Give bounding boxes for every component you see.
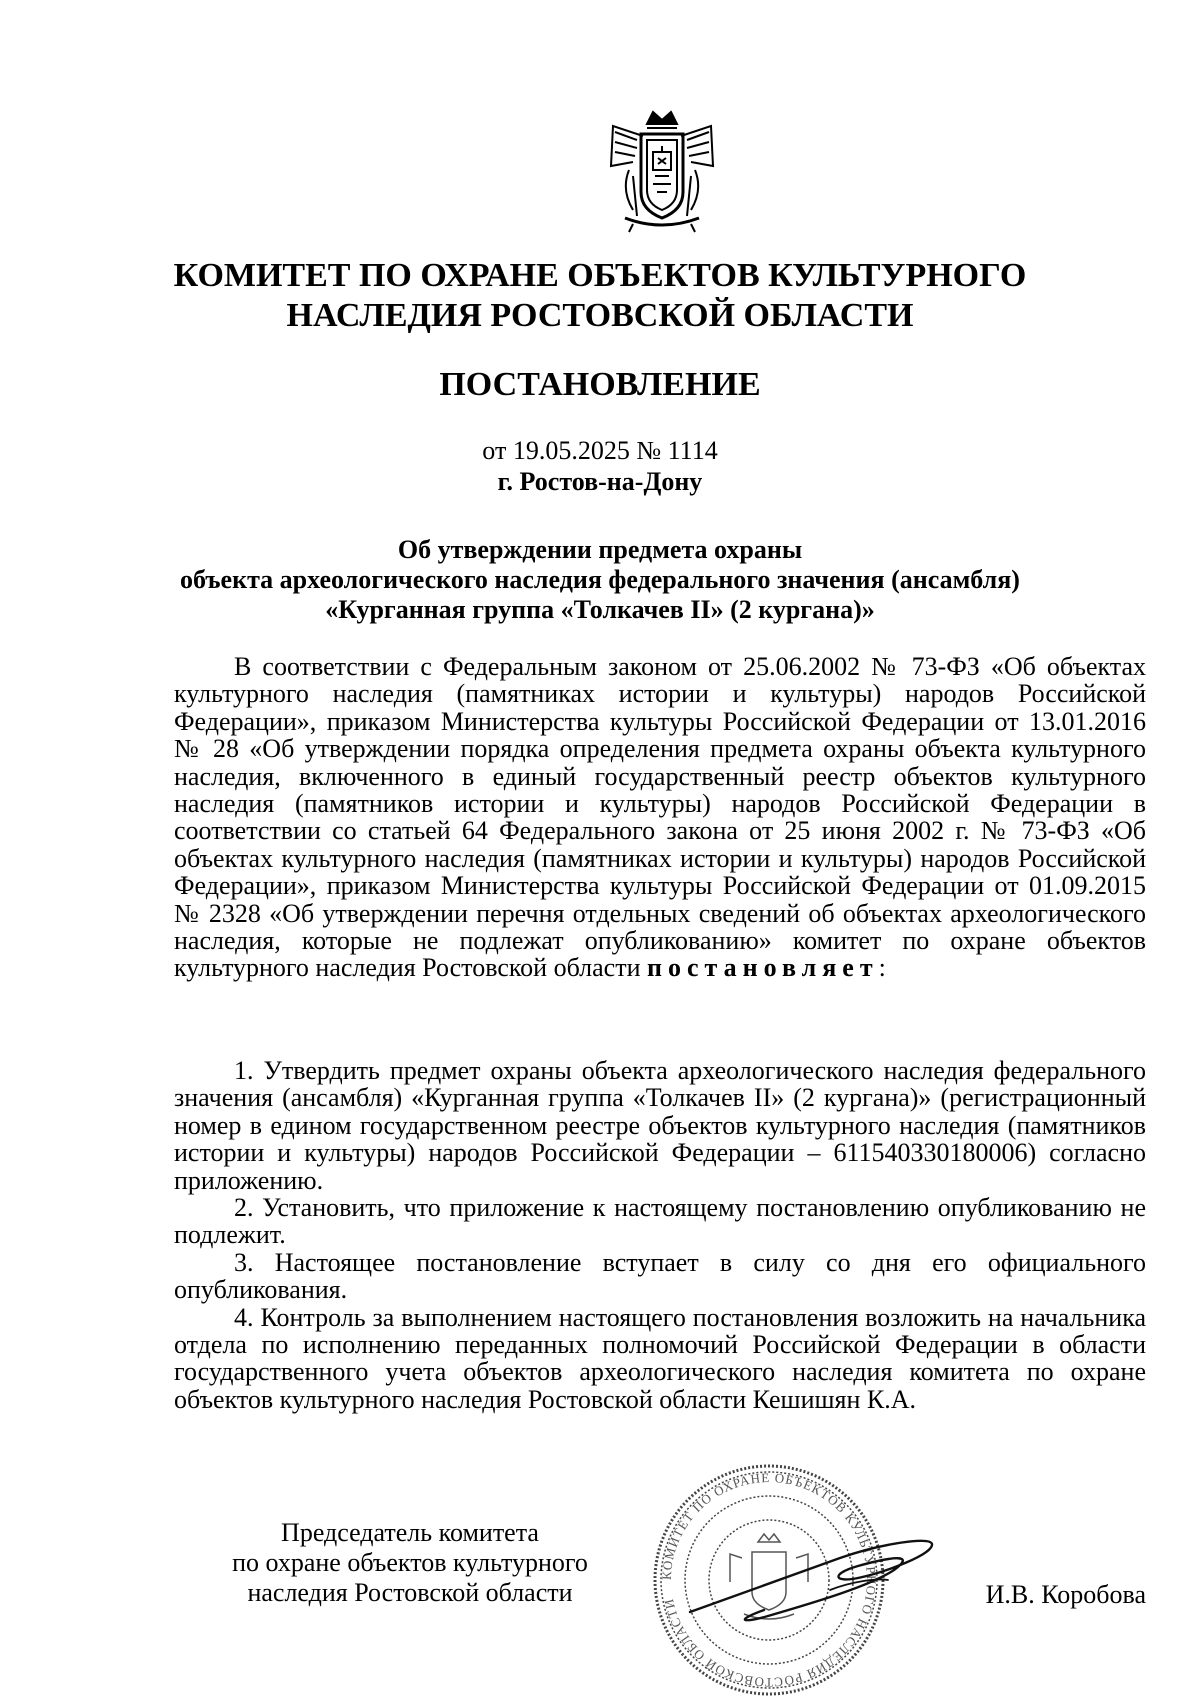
resolve-word: постановляет xyxy=(647,953,879,983)
resolution-points xyxy=(174,1057,1146,1413)
preamble-text-wrapper xyxy=(174,653,1146,982)
resolution-point-1: 1. Утвердить предмет охраны объекта археологического наследия федерального значения (ансамбля) «Курганная группа «Толкачев II» (2 кургана)» (регистрационный номер в едином государственном реестре объектов культурного наследия (памятников истории и культуры) народов Российской Федерации – 611540330180006) согласно приложению. xyxy=(174,1056,1146,1195)
resolution-point-3: 3. Настоящее постановление вступает в силу со дня его официального опубликования. xyxy=(174,1247,1146,1305)
preamble-text: В соответствии с Федеральным законом от 25.06.2002 № 73-ФЗ «Об объектах культурного наследия (памятниках истории и культуры) народов Российской Федерации», приказом Министерства культуры Российской Федерации от 13.01.2016 № 28 «Об утверждении порядка определения предмета охраны объекта культурного наследия, включенного в единый государственный реестр объектов культурного наследия (памятников истории и культуры) народов Российской Федерации в соответствии со статьей 64 Федерального закона от 25 июня 2002 г. № 73-ФЗ «Об объектах культурного наследия (памятниках истории и культуры) народов Российской Федерации», приказом Министерства культуры Российской Федерации от 01.09.2015 № 2328 «Об утверждении перечня отдельных сведений об объектах археологического наследия, которые не подлежат опубликованию» комитет по охране объектов культурного наследия Ростовской области xyxy=(174,652,1146,983)
subject-line3: «Курганная группа «Толкачев II» (2 кургана)» xyxy=(325,595,875,624)
resolution-point-4: 4. Контроль за выполнением настоящего постановления возложить на начальника отдела по исполнению переданных полномочий Российской Федерации в области государственного учета объектов археологического наследия комитета по охране объектов культурного наследия Ростовской области Кешишян К.А. xyxy=(174,1302,1146,1414)
subject-line2: объекта археологического наследия федерального значения (ансамбля) xyxy=(180,565,1020,594)
signer-name: И.В. Коробова xyxy=(985,1580,1146,1609)
document-date-number: от 19.05.2025 № 1114 xyxy=(482,436,718,465)
signer-position-line2: по охране объектов культурного xyxy=(232,1548,588,1577)
signer-position-line1: Председатель комитета xyxy=(281,1518,539,1547)
signer-position-line3: наследия Ростовской области xyxy=(247,1578,573,1607)
organization-name xyxy=(0,256,1200,336)
document-type: ПОСТАНОВЛЕНИЕ xyxy=(439,366,761,403)
coat-of-arms-emblem xyxy=(603,106,721,234)
document-city: г. Ростов-на-Дону xyxy=(497,467,703,496)
preamble-paragraph xyxy=(174,653,1146,982)
seal-text: КОМИТЕТ ПО ОХРАНЕ ОБЪЕКТОВ КУЛЬТУРНОГО НАСЛЕДИЯ РОСТОВСКОЙ ОБЛАСТИ xyxy=(658,1469,880,1691)
signer-position xyxy=(190,1518,630,1608)
organization-name-line1: КОМИТЕТ ПО ОХРАНЕ ОБЪЕКТОВ КУЛЬТУРНОГО xyxy=(173,257,1027,294)
handwritten-signature xyxy=(680,1520,950,1630)
organization-name-line2: НАСЛЕДИЯ РОСТОВСКОЙ ОБЛАСТИ xyxy=(286,297,914,334)
preamble-colon: : xyxy=(878,953,886,983)
subject-line1: Об утверждении предмета охраны xyxy=(397,535,803,564)
resolution-point-2: 2. Установить, что приложение к настоящему постановлению опубликованию не подлежит. xyxy=(174,1193,1146,1250)
document-subject xyxy=(0,535,1200,625)
